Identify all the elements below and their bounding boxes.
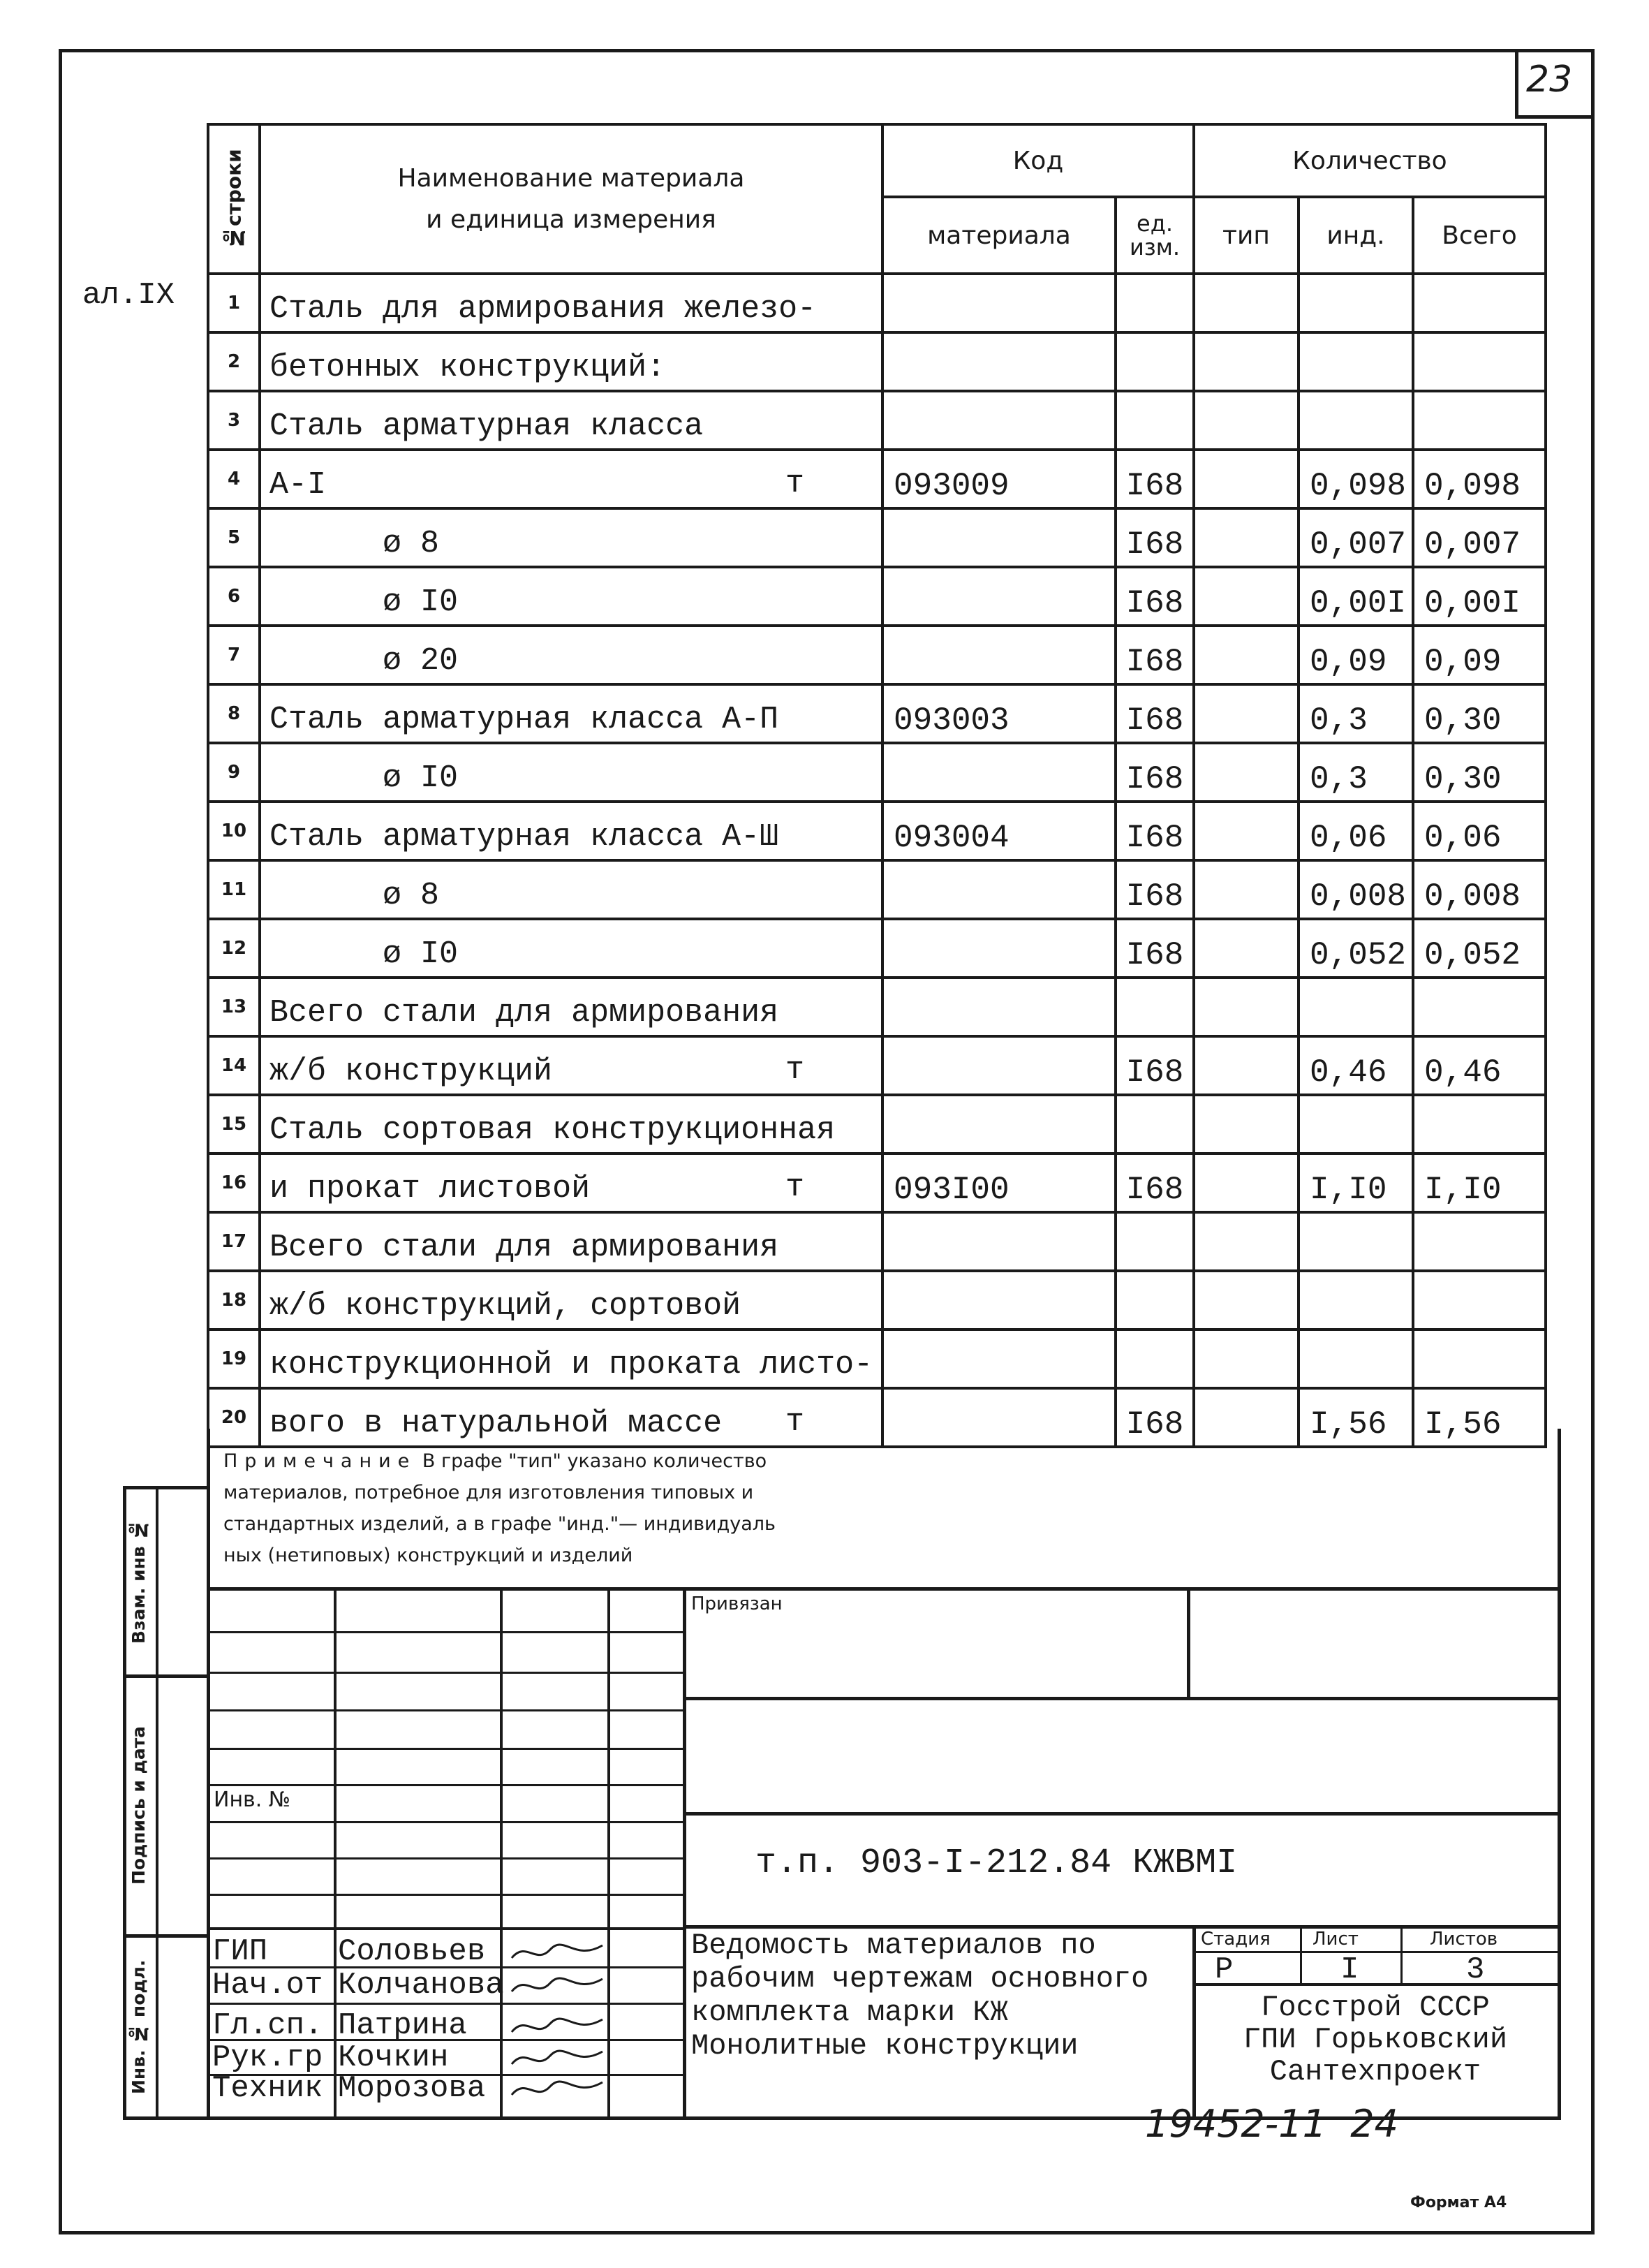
role-title: Рук.гр — [212, 2040, 323, 2075]
material-name — [260, 684, 882, 743]
qty-total — [1413, 274, 1546, 332]
unit-mark: т — [785, 1170, 804, 1205]
material-name — [260, 274, 882, 332]
table-row — [208, 860, 1546, 919]
qty-total: I,I0 — [1413, 1154, 1546, 1212]
qty-total: 0,052 — [1413, 919, 1546, 978]
unit-code: I68 — [1116, 508, 1194, 567]
unit-code — [1116, 1271, 1194, 1330]
header-quantity: Количество — [1194, 124, 1546, 197]
unit-code: I68 — [1116, 684, 1194, 743]
qty-ind: 0,06 — [1299, 802, 1413, 860]
header-name-line1: Наименование материала — [397, 164, 745, 193]
qty-ind — [1299, 332, 1413, 391]
qty-total: 0,30 — [1413, 743, 1546, 802]
qty-total: 0,098 — [1413, 450, 1546, 508]
sheet-label: ал.IX — [82, 278, 175, 313]
sheets-value: 3 — [1466, 1952, 1485, 1987]
qty-ind — [1299, 978, 1413, 1036]
qty-ind: 0,3 — [1299, 743, 1413, 802]
qty-total — [1413, 1212, 1546, 1271]
row-number: 14 — [208, 1036, 260, 1095]
row-number: 18 — [208, 1271, 260, 1330]
material-name — [260, 391, 882, 450]
signature-icon — [508, 2043, 606, 2074]
header-name-line2: и единица измерения — [426, 205, 716, 234]
material-code — [882, 274, 1116, 332]
material-code: 093004 — [882, 802, 1116, 860]
header-qty-total: Всего — [1413, 197, 1546, 274]
title-line-1: Ведомость материалов по — [691, 1929, 1096, 1962]
table-row — [208, 1095, 1546, 1154]
qty-typ — [1194, 860, 1299, 919]
row-number: 6 — [208, 567, 260, 626]
role-title: Нач.от — [212, 1968, 323, 2003]
table-row — [208, 332, 1546, 391]
table-row — [208, 508, 1546, 567]
qty-typ — [1194, 919, 1299, 978]
table-row — [208, 450, 1546, 508]
unit-code: I68 — [1116, 919, 1194, 978]
qty-ind — [1299, 274, 1413, 332]
unit-mark: т — [785, 1404, 804, 1440]
unit-code — [1116, 274, 1194, 332]
row-number: 13 — [208, 978, 260, 1036]
material-name-text: и прокат листовой — [269, 1171, 591, 1207]
unit-code: I68 — [1116, 802, 1194, 860]
table-row — [208, 1388, 1546, 1447]
qty-total: 0,46 — [1413, 1036, 1546, 1095]
stage-value: Р — [1215, 1952, 1234, 1987]
row-number: 10 — [208, 802, 260, 860]
unit-code: I68 — [1116, 1388, 1194, 1447]
qty-total — [1413, 978, 1546, 1036]
material-name-text: ж/б конструкций — [269, 1054, 553, 1089]
person-name: Кочкин — [338, 2040, 449, 2075]
material-code — [882, 626, 1116, 684]
table-row — [208, 1330, 1546, 1388]
qty-ind: 0,098 — [1299, 450, 1413, 508]
material-code — [882, 1036, 1116, 1095]
qty-ind: I,56 — [1299, 1388, 1413, 1447]
format-label: Формат А4 — [1410, 2194, 1507, 2211]
material-name-text: Сталь для армирования железо- — [269, 291, 817, 327]
material-name — [260, 508, 882, 567]
table-row — [208, 684, 1546, 743]
qty-ind: 0,09 — [1299, 626, 1413, 684]
unit-mark: т — [785, 466, 804, 501]
org-line-3: Сантехпроект — [1269, 2055, 1481, 2089]
signature-icon — [508, 2074, 606, 2105]
table-row — [208, 274, 1546, 332]
table-row — [208, 626, 1546, 684]
header-qty-typ: тип — [1194, 197, 1299, 274]
material-code: 093003 — [882, 684, 1116, 743]
material-code — [882, 919, 1116, 978]
side-label-podpis-data: Подпись и дата — [128, 1725, 149, 1885]
unit-mark: т — [785, 1052, 804, 1088]
unit-code: I68 — [1116, 567, 1194, 626]
qty-total: 0,008 — [1413, 860, 1546, 919]
qty-total: 0,06 — [1413, 802, 1546, 860]
table-row — [208, 743, 1546, 802]
material-name-text: конструкционной и проката листо- — [269, 1347, 873, 1383]
material-name — [260, 1095, 882, 1154]
material-name — [260, 978, 882, 1036]
material-code — [882, 391, 1116, 450]
qty-typ — [1194, 802, 1299, 860]
qty-typ — [1194, 508, 1299, 567]
material-name-text: ж/б конструкций, сортовой — [269, 1288, 741, 1324]
title-line-4: Монолитные конструкции — [691, 2029, 1079, 2063]
table-row — [208, 978, 1546, 1036]
header-row-number: №строки — [208, 124, 260, 274]
table-row — [208, 1212, 1546, 1271]
row-number: 11 — [208, 860, 260, 919]
material-code — [882, 1095, 1116, 1154]
material-name-text: вого в натуральной массе — [269, 1406, 723, 1441]
qty-ind: 0,007 — [1299, 508, 1413, 567]
qty-typ — [1194, 1330, 1299, 1388]
qty-typ — [1194, 332, 1299, 391]
qty-ind — [1299, 391, 1413, 450]
material-code — [882, 332, 1116, 391]
archive-number: 19452-11 24 — [1145, 2102, 1399, 2146]
material-name-text: Сталь арматурная класса A-П — [269, 702, 779, 737]
signature-icon — [508, 2011, 606, 2042]
qty-typ — [1194, 1271, 1299, 1330]
qty-total: 0,30 — [1413, 684, 1546, 743]
unit-code — [1116, 332, 1194, 391]
page-number: 23 — [1526, 59, 1573, 101]
table-row — [208, 919, 1546, 978]
unit-code: I68 — [1116, 1154, 1194, 1212]
header-qty-ind: инд. — [1299, 197, 1413, 274]
material-name-text: ø 20 — [269, 643, 459, 679]
material-name — [260, 332, 882, 391]
qty-typ — [1194, 626, 1299, 684]
qty-typ — [1194, 1212, 1299, 1271]
header-code-unit: ед. изм. — [1116, 197, 1194, 274]
drawing-code: т.п. 903-I-212.84 КЖВМI — [755, 1843, 1238, 1883]
row-number: 7 — [208, 626, 260, 684]
row-number: 2 — [208, 332, 260, 391]
role-title: Техник — [212, 2071, 323, 2106]
row-number: 20 — [208, 1388, 260, 1447]
qty-ind — [1299, 1330, 1413, 1388]
title-line-3: комплекта марки КЖ — [691, 1996, 1008, 2029]
material-name-text: Сталь арматурная класса A-Ш — [269, 819, 779, 855]
material-name-text: Всего стали для армирования — [269, 1230, 779, 1265]
material-name — [260, 743, 882, 802]
qty-total — [1413, 332, 1546, 391]
person-name: Колчанова — [338, 1968, 504, 2003]
qty-typ — [1194, 1388, 1299, 1447]
material-code — [882, 1212, 1116, 1271]
qty-total — [1413, 1271, 1546, 1330]
material-name-text: ø 8 — [269, 878, 440, 913]
privyazan-label: Привязан — [691, 1593, 783, 1614]
row-number: 1 — [208, 274, 260, 332]
material-code — [882, 1388, 1116, 1447]
qty-typ — [1194, 450, 1299, 508]
role-title: Гл.сп. — [212, 2008, 323, 2043]
inv-no-label: Инв. № — [214, 1788, 291, 1812]
header-code-material: материала — [882, 197, 1116, 274]
qty-total — [1413, 1330, 1546, 1388]
qty-ind — [1299, 1212, 1413, 1271]
qty-typ — [1194, 567, 1299, 626]
material-code — [882, 1271, 1116, 1330]
sheets-label: Листов — [1430, 1929, 1498, 1950]
unit-code: I68 — [1116, 743, 1194, 802]
material-code — [882, 508, 1116, 567]
unit-code: I68 — [1116, 860, 1194, 919]
material-code — [882, 743, 1116, 802]
qty-total: 0,00I — [1413, 567, 1546, 626]
qty-total: I,56 — [1413, 1388, 1546, 1447]
material-code — [882, 978, 1116, 1036]
title-line-2: рабочим чертежам основного — [691, 1962, 1149, 1996]
unit-code — [1116, 1330, 1194, 1388]
qty-typ — [1194, 684, 1299, 743]
material-code — [882, 1330, 1116, 1388]
qty-ind: 0,00I — [1299, 567, 1413, 626]
row-number: 15 — [208, 1095, 260, 1154]
material-name — [260, 802, 882, 860]
unit-code: I68 — [1116, 626, 1194, 684]
qty-ind: 0,3 — [1299, 684, 1413, 743]
row-number: 19 — [208, 1330, 260, 1388]
side-label-inv-podl: Инв. № подл. — [128, 1959, 149, 2094]
material-name-text: ø I0 — [269, 760, 459, 796]
material-code — [882, 567, 1116, 626]
material-name — [260, 860, 882, 919]
person-name: Патрина — [338, 2008, 467, 2043]
material-name — [260, 1036, 882, 1095]
qty-ind — [1299, 1271, 1413, 1330]
material-name — [260, 626, 882, 684]
unit-code — [1116, 1212, 1194, 1271]
role-title: ГИП — [212, 1934, 268, 1969]
qty-total — [1413, 1095, 1546, 1154]
note-line2: материалов, потребное для изготовления типовых и — [223, 1482, 754, 1503]
material-name — [260, 919, 882, 978]
material-name-text: Сталь арматурная класса — [269, 408, 704, 444]
person-name: Морозова — [338, 2071, 486, 2106]
sheet-label-caption: Лист — [1312, 1929, 1359, 1950]
table-row — [208, 567, 1546, 626]
material-name-text: A-I — [269, 467, 327, 503]
person-name: Соловьев — [338, 1934, 486, 1969]
unit-code — [1116, 391, 1194, 450]
qty-total: 0,007 — [1413, 508, 1546, 567]
row-number: 5 — [208, 508, 260, 567]
material-code: 093009 — [882, 450, 1116, 508]
table-row — [208, 391, 1546, 450]
qty-typ — [1194, 978, 1299, 1036]
qty-ind — [1299, 1095, 1413, 1154]
qty-ind: I,I0 — [1299, 1154, 1413, 1212]
note-line4: ных (нетиповых) конструкций и изделий — [223, 1545, 633, 1566]
qty-typ — [1194, 1154, 1299, 1212]
materials-table — [207, 123, 1547, 1448]
material-name — [260, 1388, 882, 1447]
table-row — [208, 802, 1546, 860]
material-name — [260, 1154, 882, 1212]
qty-typ — [1194, 743, 1299, 802]
material-code: 093I00 — [882, 1154, 1116, 1212]
material-name-text: ø 8 — [269, 526, 440, 561]
material-name — [260, 1271, 882, 1330]
qty-ind: 0,052 — [1299, 919, 1413, 978]
unit-code — [1116, 978, 1194, 1036]
row-number: 4 — [208, 450, 260, 508]
note-title: Примечание — [223, 1450, 417, 1472]
unit-code: I68 — [1116, 450, 1194, 508]
material-name-text: ø I0 — [269, 584, 459, 620]
row-number: 17 — [208, 1212, 260, 1271]
organization — [1201, 1991, 1550, 2088]
qty-typ — [1194, 391, 1299, 450]
signature-icon — [508, 1937, 606, 1968]
document-title — [691, 1929, 1148, 2063]
row-number: 3 — [208, 391, 260, 450]
material-name-text: Всего стали для армирования — [269, 995, 779, 1031]
material-name-text: бетонных конструкций: — [269, 350, 666, 385]
qty-total: 0,09 — [1413, 626, 1546, 684]
header-name — [260, 124, 882, 274]
qty-ind: 0,008 — [1299, 860, 1413, 919]
signature-icon — [508, 1971, 606, 2001]
material-name — [260, 567, 882, 626]
sheet-value: I — [1340, 1952, 1359, 1987]
row-number: 8 — [208, 684, 260, 743]
note-line1: В графе "тип" указано количество — [422, 1450, 767, 1472]
qty-total — [1413, 391, 1546, 450]
qty-typ — [1194, 1095, 1299, 1154]
material-name — [260, 1330, 882, 1388]
stage-label: Стадия — [1201, 1929, 1271, 1950]
material-name-text: Сталь сортовая конструкционная — [269, 1112, 836, 1148]
note-line3: стандартных изделий, а в графе "инд."— индивидуаль — [223, 1513, 776, 1535]
material-name-text: ø I0 — [269, 936, 459, 972]
row-number: 12 — [208, 919, 260, 978]
table-row — [208, 1036, 1546, 1095]
material-name — [260, 450, 882, 508]
material-name — [260, 1212, 882, 1271]
qty-typ — [1194, 1036, 1299, 1095]
table-row — [208, 1154, 1546, 1212]
org-line-2: ГПИ Горьковский — [1243, 2023, 1508, 2056]
qty-ind: 0,46 — [1299, 1036, 1413, 1095]
table-row — [208, 1271, 1546, 1330]
row-number: 9 — [208, 743, 260, 802]
header-code: Код — [882, 124, 1194, 197]
material-code — [882, 860, 1116, 919]
unit-code — [1116, 1095, 1194, 1154]
note-block — [223, 1445, 1131, 1571]
qty-typ — [1194, 274, 1299, 332]
side-label-vzam-inv: Взам. инв № — [128, 1519, 149, 1644]
unit-code: I68 — [1116, 1036, 1194, 1095]
org-line-1: Госстрой СССР — [1261, 1991, 1490, 2024]
row-number: 16 — [208, 1154, 260, 1212]
